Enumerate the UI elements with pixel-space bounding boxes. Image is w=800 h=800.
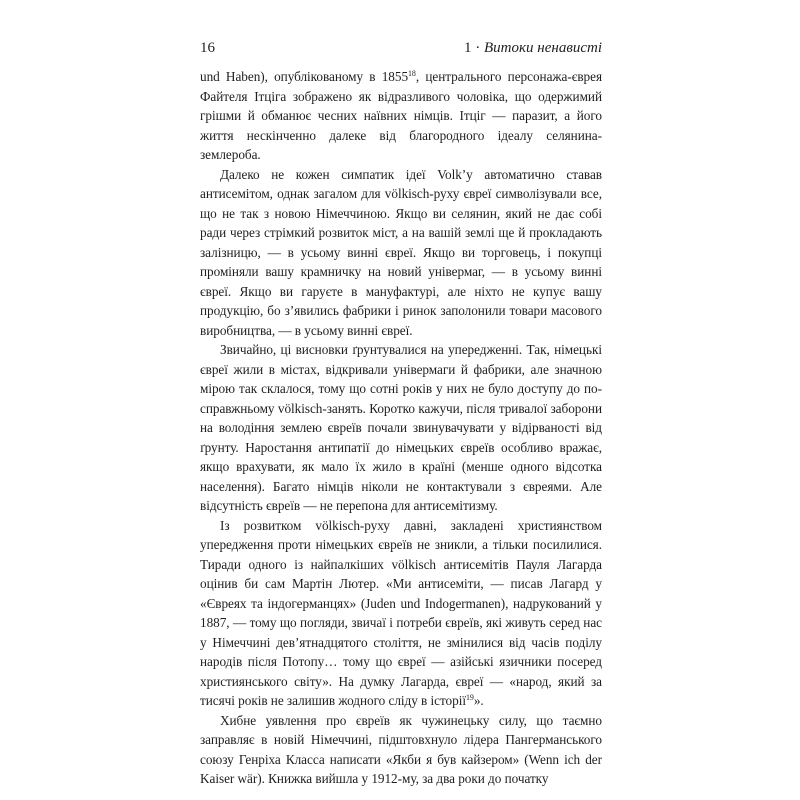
paragraph-text: Хибне уявлення про євреїв як чужинецьку силу, що таємно заправляє в новій Німеччині, підштовхнуло лідера Пангерманського союзу Генріха Класса написати «Якби я був кайзером» (Wenn ich der Kaiser wär). Книжка вийшла у 1912-му, за два роки до початку [200, 712, 602, 786]
body-text [200, 67, 602, 789]
footnote-reference: 19 [465, 693, 474, 703]
paragraph-text: Із розвитком völkisch-руху давні, закладені християнством упередження проти німецьких євреїв не зникли, а тільки посилилися. Тиради одного із найпалкіших völkisch антисемітів Пауля Лагарда оцінив би сам Мартін Лютер. «Ми антисеміти, — писав Лагард у «Євреях та індогерманцях» (Juden und Indogermanen), надрукований у 1887, — тому що погляди, звичаї і потреби євреїв, які живуть серед нас у Німеччині дев’ятнадцятого століття, не змінилися від часів поділу народів після Потопу… тому що євреї — азійські язичники посеред християнського світу». На думку Лагарда, євреї — «народ, який за тисячі років не залишив жодного сліду в історії [200, 517, 602, 708]
page-number: 16 [200, 40, 215, 56]
paragraph-text: , центрального персонажа-єврея Файтеля Ітціга зображено як відразливого чоловіка, що одержимий грішми й обманює чесних наївних німців. Ітціг — паразит, а його життя нескінченно далеке від благородного ідеалу селянина-землероба. [200, 69, 602, 162]
paragraph-text: Далеко не кожен симпатик ідеї Volk’у автоматично ставав антисемітом, однак загалом для völkisch-руху євреї символізували все, що не так з новою Німеччиною. Якщо ви селянин, який не дає собі ради через стрімкий розвиток міст, а на вашій землі ще й прокладають залізницю, — в усьому винні євреї. Якщо ви торговець, і покупці проміняли вашу крамничку на новий універмаг, — в усьому винні євреї. Якщо ви гаруєте в мануфактурі, але ніхто не купує вашу продукцію, бо з’явились фабрики і ринок заполонили товари масового виробництва, — в усьому винні євреї. [200, 166, 602, 338]
paragraph-text: ». [473, 693, 484, 708]
page-header [200, 35, 602, 61]
paragraph [200, 516, 602, 711]
footnote-reference: 18 [408, 69, 416, 79]
chapter-title: Витоки ненависті [484, 40, 602, 56]
paragraph-text: und Haben), опублікованому в 1855 [200, 69, 409, 84]
paragraph [200, 711, 602, 789]
paragraph [200, 165, 602, 341]
paragraph [200, 67, 602, 165]
paragraph [200, 340, 602, 516]
running-head [464, 35, 602, 61]
running-head-separator: · [471, 40, 485, 56]
chapter-number: 1 [464, 40, 472, 56]
paragraph-text: Звичайно, ці висновки ґрунтувалися на упередженні. Так, німецькі євреї жили в містах, відкривали універмаги й фабрики, але значною мірою так склалося, тому що сотні років у них не було доступу до по-справжньому völkisch-занять. Коротко кажучи, після тривалої заборони на володіння землею євреїв почали звинувачувати у відірваності від ґрунту. Наростання антипатії до німецьких євреїв особливо вражає, якщо врахувати, як мало їх жило в країні (менше одного відсотка населення). Багато німців ніколи не контактували з євреями. Але відсутність євреїв — не перепона для антисемітизму. [200, 342, 602, 513]
